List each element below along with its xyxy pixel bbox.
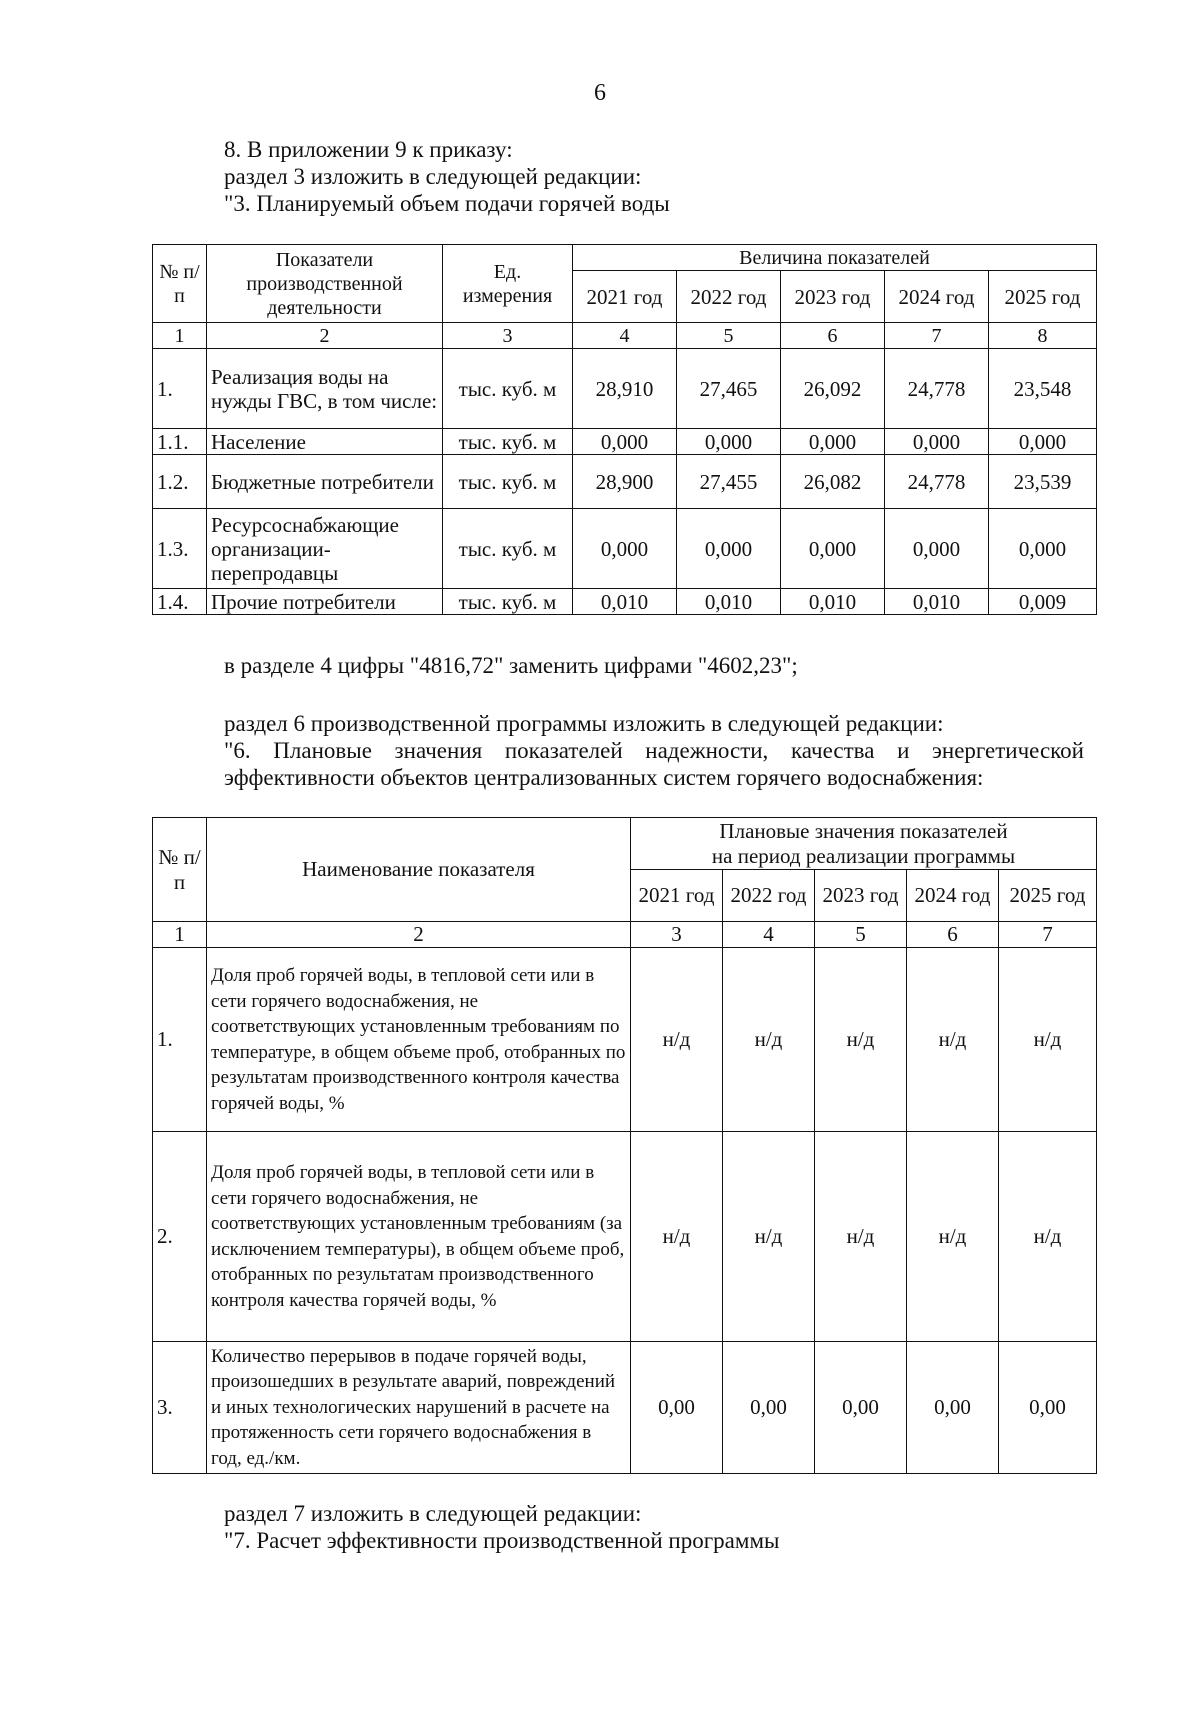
col-number: 2 (207, 323, 443, 349)
col-number: 3 (631, 922, 723, 948)
header-num: № п/п (153, 818, 207, 922)
header-year: 2025 год (999, 870, 1097, 922)
section7-block (224, 1500, 1084, 1554)
row-unit: тыс. куб. м (443, 589, 573, 615)
header-group-line-2: на период реализации программы (711, 843, 1016, 868)
row-name: Бюджетные потребители (207, 455, 443, 509)
table-row (153, 948, 1097, 1132)
section6-block (224, 710, 1084, 791)
col-number: 4 (573, 323, 677, 349)
row-value: 0,00 (723, 1342, 815, 1474)
header-num: № п/п (153, 245, 207, 323)
row-unit: тыс. куб. м (443, 455, 573, 509)
row-num: 1.1. (153, 429, 207, 455)
table-row (153, 509, 1097, 589)
row-value: 0,000 (573, 429, 677, 455)
row-value: 0,000 (885, 509, 989, 589)
section6-line-1: раздел 6 производственной программы изложить в следующей редакции: (224, 711, 944, 736)
row-name: Реализация воды на нужды ГВС, в том числе: (207, 349, 443, 429)
row-value: н/д (723, 948, 815, 1132)
row-value: 0,000 (885, 429, 989, 455)
header-year: 2021 год (573, 271, 677, 323)
col-number: 5 (815, 922, 907, 948)
row-name: Прочие потребители (207, 589, 443, 615)
row-value: 0,010 (677, 589, 781, 615)
header-indicator: Показатели производственной деятельности (207, 245, 443, 323)
row-value: 24,778 (885, 349, 989, 429)
row-num: 1.2. (153, 455, 207, 509)
col-number: 1 (153, 922, 207, 948)
row-value: 0,010 (781, 589, 885, 615)
page-number: 6 (594, 80, 606, 106)
intro-block (224, 136, 1084, 217)
row-value: н/д (723, 1132, 815, 1342)
header-year: 2023 год (815, 870, 907, 922)
row-num: 3. (153, 1342, 207, 1474)
section6-line-3: эффективности объектов централизованных систем горячего водоснабжения: (224, 765, 984, 790)
row-value: 0,000 (573, 509, 677, 589)
row-value: 28,900 (573, 455, 677, 509)
section6-line-2: "6. Плановые значения показателей надежности, качества и энергетической (224, 738, 1084, 763)
row-value: 27,465 (677, 349, 781, 429)
row-name: Количество перерывов в подаче горячей воды, произошедших в результате аварий, повреждений и иных технологических нарушений в расчете на протяженность сети горячего водоснабжения в год, ед./км. (207, 1342, 631, 1474)
intro-line-1: 8. В приложении 9 к приказу: (224, 137, 513, 162)
col-number: 1 (153, 323, 207, 349)
row-value: 0,00 (999, 1342, 1097, 1474)
row-num: 1. (153, 349, 207, 429)
col-number: 3 (443, 323, 573, 349)
row-value: н/д (907, 948, 999, 1132)
section4-text: в разделе 4 цифры "4816,72" заменить цифрами "4602,23"; (224, 653, 798, 678)
row-value: 24,778 (885, 455, 989, 509)
row-name: Население (207, 429, 443, 455)
table-row (153, 429, 1097, 455)
header-unit: Ед. измерения (443, 245, 573, 323)
section4-block (224, 652, 1084, 679)
row-value: 0,000 (677, 429, 781, 455)
reliability-indicators-table (152, 817, 1097, 1474)
col-number: 5 (677, 323, 781, 349)
header-group (631, 818, 1097, 870)
row-name: Доля проб горячей воды, в тепловой сети или в сети горячего водоснабжения, не соответствующих установленным требованиям по температуре, в общем объеме проб, отобранных по результатам производственного контроля качества горячей воды, % (207, 948, 631, 1132)
row-value: н/д (999, 948, 1097, 1132)
row-value: 23,548 (989, 349, 1097, 429)
row-value: н/д (815, 948, 907, 1132)
header-values-group: Величина показателей (573, 245, 1097, 271)
col-number: 2 (207, 922, 631, 948)
row-value: 26,082 (781, 455, 885, 509)
row-value: н/д (999, 1132, 1097, 1342)
row-unit: тыс. куб. м (443, 349, 573, 429)
row-value: 0,010 (885, 589, 989, 615)
row-name: Ресурсоснабжающие организации-перепродавцы (207, 509, 443, 589)
row-num: 1.3. (153, 509, 207, 589)
intro-line-3: "3. Планируемый объем подачи горячей воды (224, 191, 670, 216)
row-value: 0,010 (573, 589, 677, 615)
header-year: 2022 год (677, 271, 781, 323)
header-year: 2023 год (781, 271, 885, 323)
col-number: 4 (723, 922, 815, 948)
header-group-line-1: Плановые значения показателей (719, 818, 1008, 843)
section7-line-2: "7. Расчет эффективности производственной программы (224, 1528, 780, 1553)
row-unit: тыс. куб. м (443, 509, 573, 589)
table-row (153, 1342, 1097, 1474)
row-value: 0,000 (781, 509, 885, 589)
section7-line-1: раздел 7 изложить в следующей редакции: (224, 1501, 642, 1526)
intro-line-2: раздел 3 изложить в следующей редакции: (224, 164, 642, 189)
row-value: 0,00 (815, 1342, 907, 1474)
row-value: н/д (815, 1132, 907, 1342)
hot-water-volume-table (152, 244, 1097, 615)
row-name: Доля проб горячей воды, в тепловой сети или в сети горячего водоснабжения, не соответствующих установленным требованиям (за исключением температуры), в общем объеме проб, отобранных по результатам производственного контроля качества горячей воды, % (207, 1132, 631, 1342)
row-value: 27,455 (677, 455, 781, 509)
row-value: н/д (907, 1132, 999, 1342)
row-value: 0,00 (907, 1342, 999, 1474)
table-row (153, 589, 1097, 615)
row-num: 2. (153, 1132, 207, 1342)
row-value: 0,009 (989, 589, 1097, 615)
table-row (153, 349, 1097, 429)
header-year: 2021 год (631, 870, 723, 922)
col-number: 7 (999, 922, 1097, 948)
row-unit: тыс. куб. м (443, 429, 573, 455)
row-value: 0,00 (631, 1342, 723, 1474)
row-value: 23,539 (989, 455, 1097, 509)
col-number: 8 (989, 323, 1097, 349)
col-number: 7 (885, 323, 989, 349)
row-value: 28,910 (573, 349, 677, 429)
header-year: 2024 год (907, 870, 999, 922)
row-value: н/д (631, 948, 723, 1132)
header-year: 2022 год (723, 870, 815, 922)
col-number: 6 (781, 323, 885, 349)
col-number: 6 (907, 922, 999, 948)
row-value: 0,000 (781, 429, 885, 455)
header-name: Наименование показателя (207, 818, 631, 922)
header-year: 2025 год (989, 271, 1097, 323)
row-value: 0,000 (989, 509, 1097, 589)
header-year: 2024 год (885, 271, 989, 323)
row-num: 1.4. (153, 589, 207, 615)
table-row (153, 455, 1097, 509)
row-value: н/д (631, 1132, 723, 1342)
table-row (153, 1132, 1097, 1342)
row-value: 0,000 (677, 509, 781, 589)
row-value: 0,000 (989, 429, 1097, 455)
row-value: 26,092 (781, 349, 885, 429)
row-num: 1. (153, 948, 207, 1132)
